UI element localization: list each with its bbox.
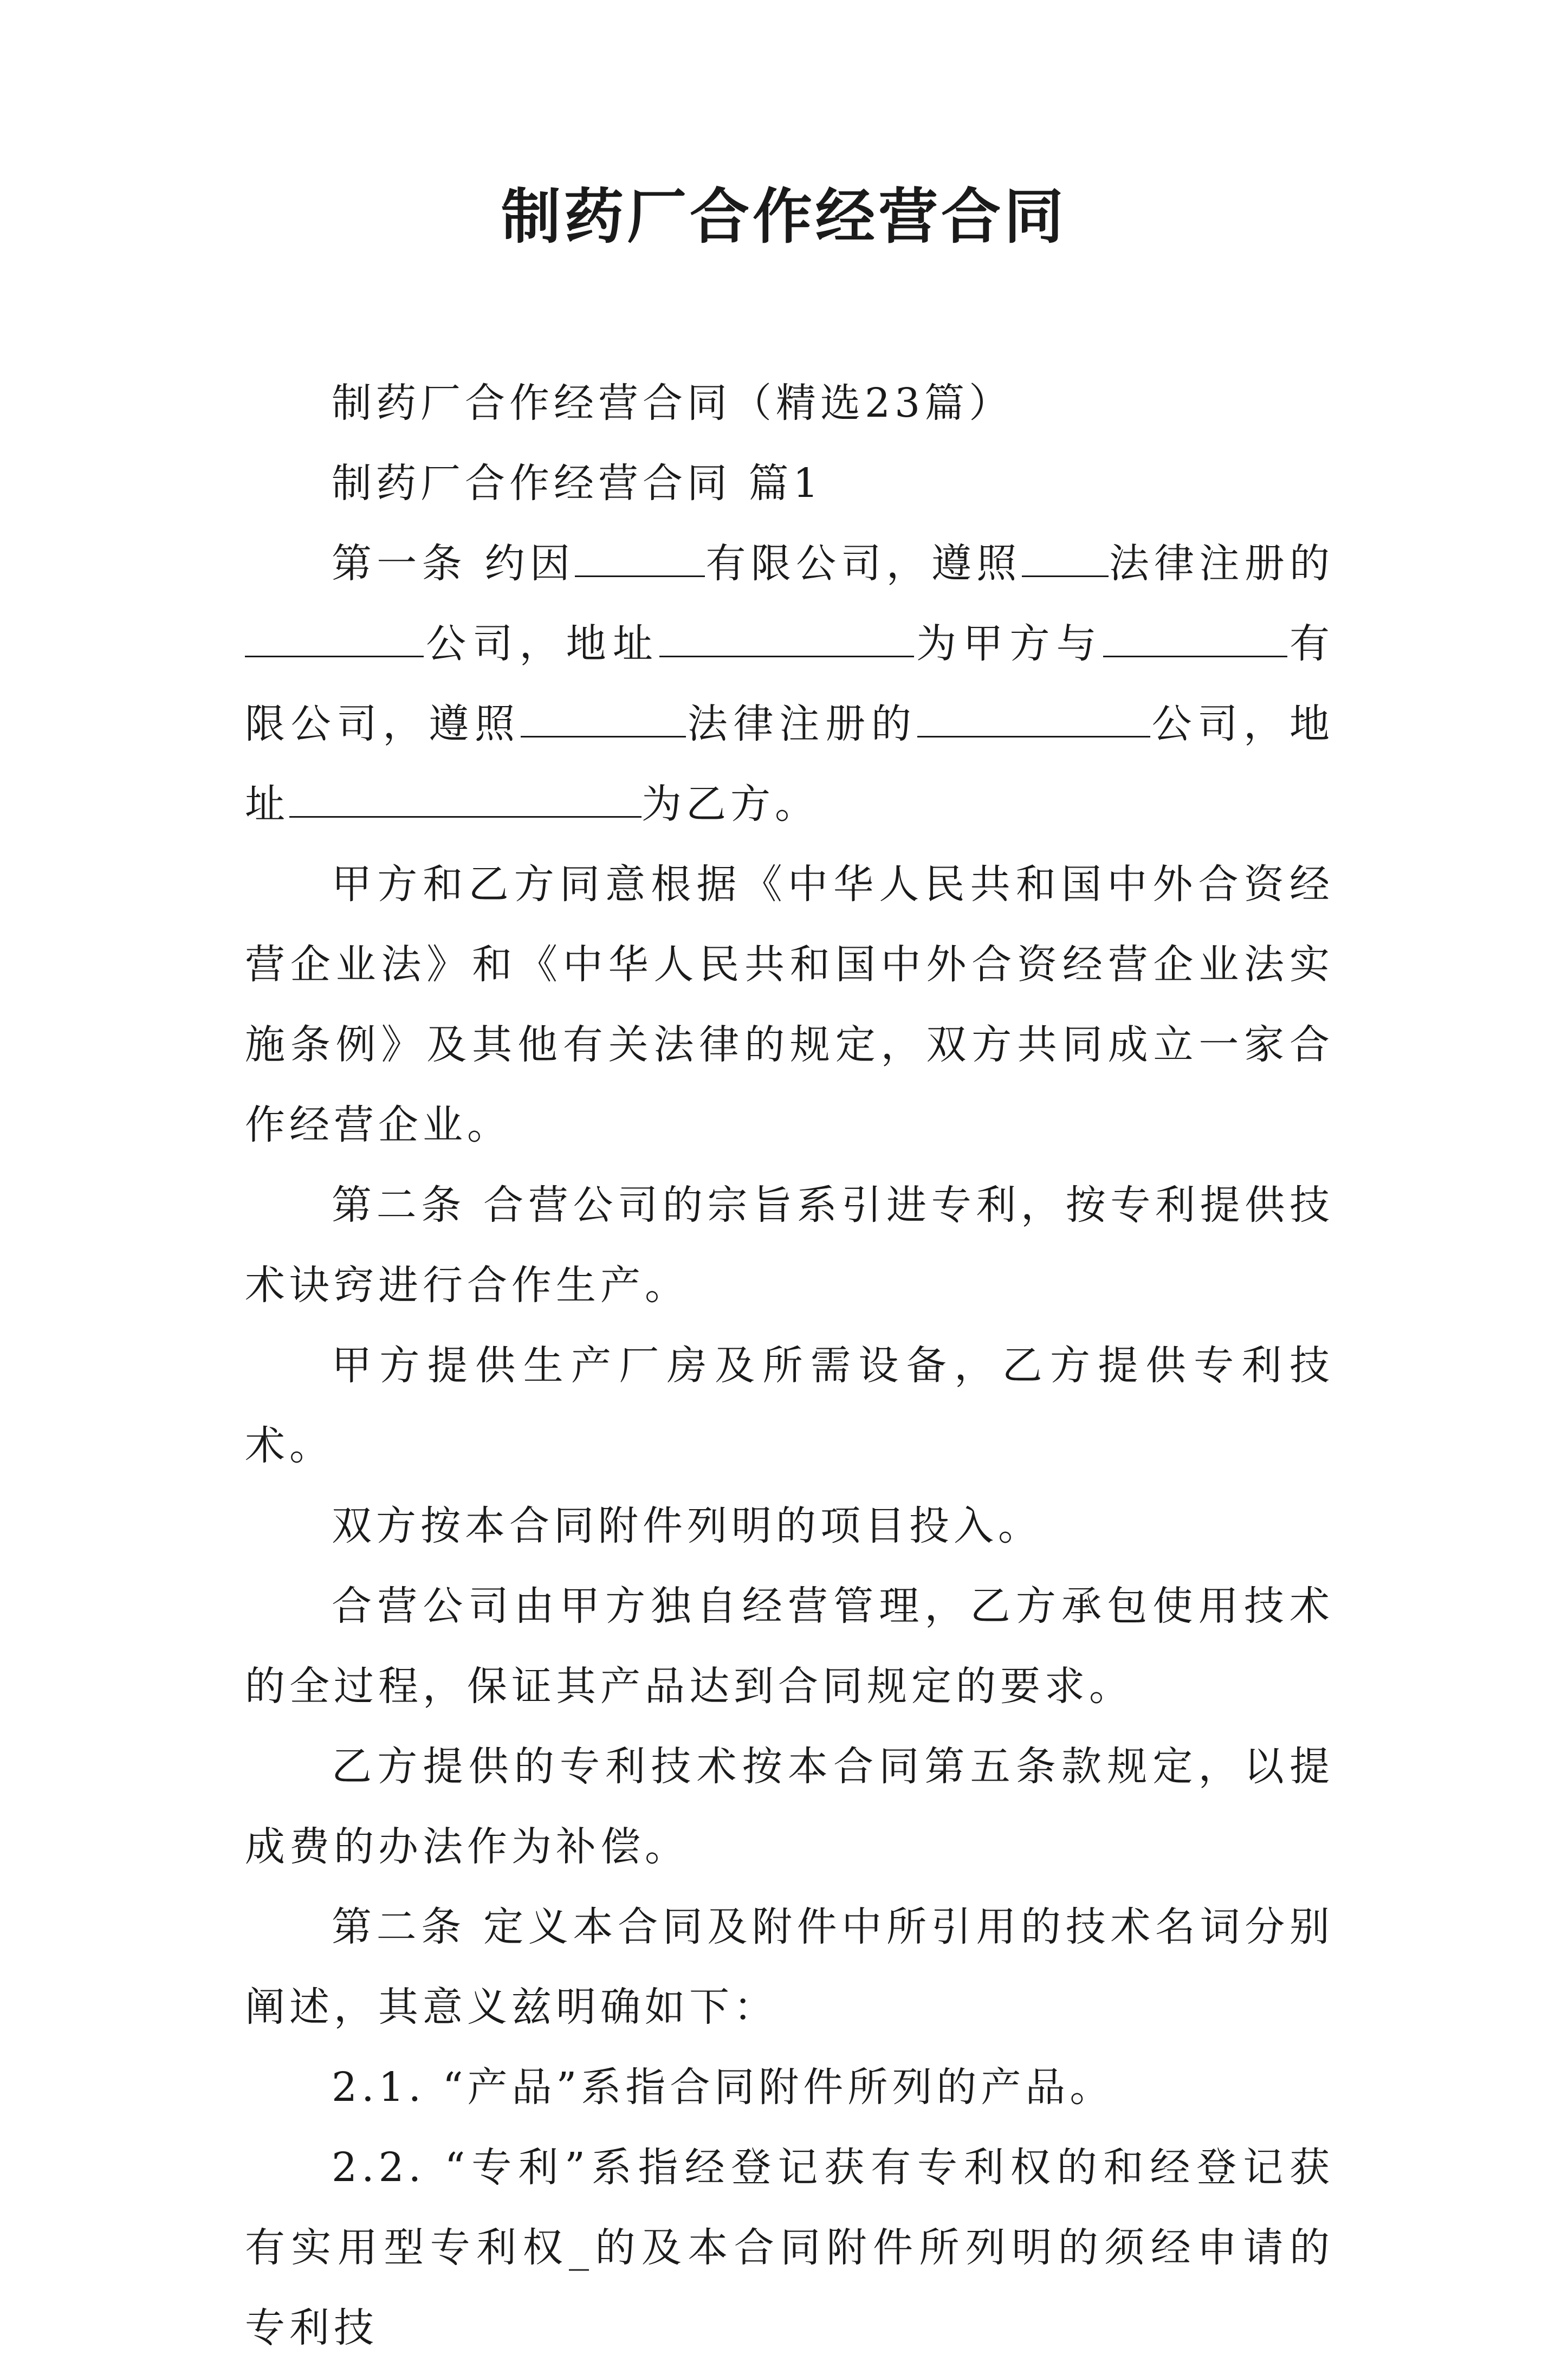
- blank-line: [917, 698, 1150, 737]
- article-1-text: 为甲方与: [914, 620, 1103, 667]
- blank-line: [1022, 538, 1109, 577]
- article-1-text: 法律注册的: [685, 701, 917, 747]
- article-1-text: 法律注册的: [1108, 540, 1334, 587]
- section-heading: 制药厂合作经营合同 篇1: [332, 460, 823, 507]
- blank-line: [521, 698, 686, 737]
- article-1-text: 公司，地址: [245, 701, 1334, 827]
- paragraph: 合营公司由甲方独自经营管理，乙方承包使用技术的全过程，保证其产品达到合同规定的要求。: [245, 1583, 1334, 1710]
- article-1-text: 第一条 约因: [332, 540, 575, 587]
- paragraph: 甲方和乙方同意根据《中华人民共和国中外合资经营企业法》和《中华人民共和国中外合资经营企业法实施条例》及其他有关法律的规定，双方共同成立一家合作经营企业。: [245, 861, 1334, 1148]
- paragraph: 乙方提供的专利技术按本合同第五条款规定，以提成费的办法作为补偿。: [245, 1743, 1334, 1870]
- blank-line: [289, 778, 642, 818]
- article-1-text: 为乙方。: [642, 781, 819, 827]
- article-1-paragraph: [245, 523, 1334, 844]
- blank-line: [1103, 618, 1287, 657]
- blank-line: [245, 618, 424, 657]
- paragraph: 第二条 定义本合同及附件中所引用的技术名词分别阐述，其意义兹明确如下：: [245, 1904, 1334, 2030]
- blank-line: [659, 618, 914, 657]
- paragraph: 2.1. “产品”系指合同附件所列的产品。: [332, 2064, 1115, 2111]
- document-body: [245, 363, 1334, 2368]
- article-1-text: 有限公司，遵照: [705, 540, 1022, 587]
- paragraph: 双方按本合同附件列明的项目投入。: [332, 1503, 1042, 1549]
- paragraph: 2.2. “专利”系指经登记获有专利权的和经登记获有实用型专利权_的及本合同附件所列明的须经申请的专利技: [245, 2144, 1334, 2351]
- article-1-text: 公司，地址: [424, 620, 659, 667]
- subtitle: 制药厂合作经营合同（精选23篇）: [332, 380, 1014, 426]
- blank-line: [575, 538, 705, 577]
- paragraph: 甲方提供生产厂房及所需设备，乙方提供专利技术。: [245, 1342, 1334, 1469]
- article-1-text: 有限公司，遵照: [245, 620, 1334, 747]
- document-title: 制药厂合作经营合同: [501, 182, 1067, 251]
- paragraph: 第二条 合营公司的宗旨系引进专利，按专利提供技术诀窍进行合作生产。: [245, 1182, 1334, 1309]
